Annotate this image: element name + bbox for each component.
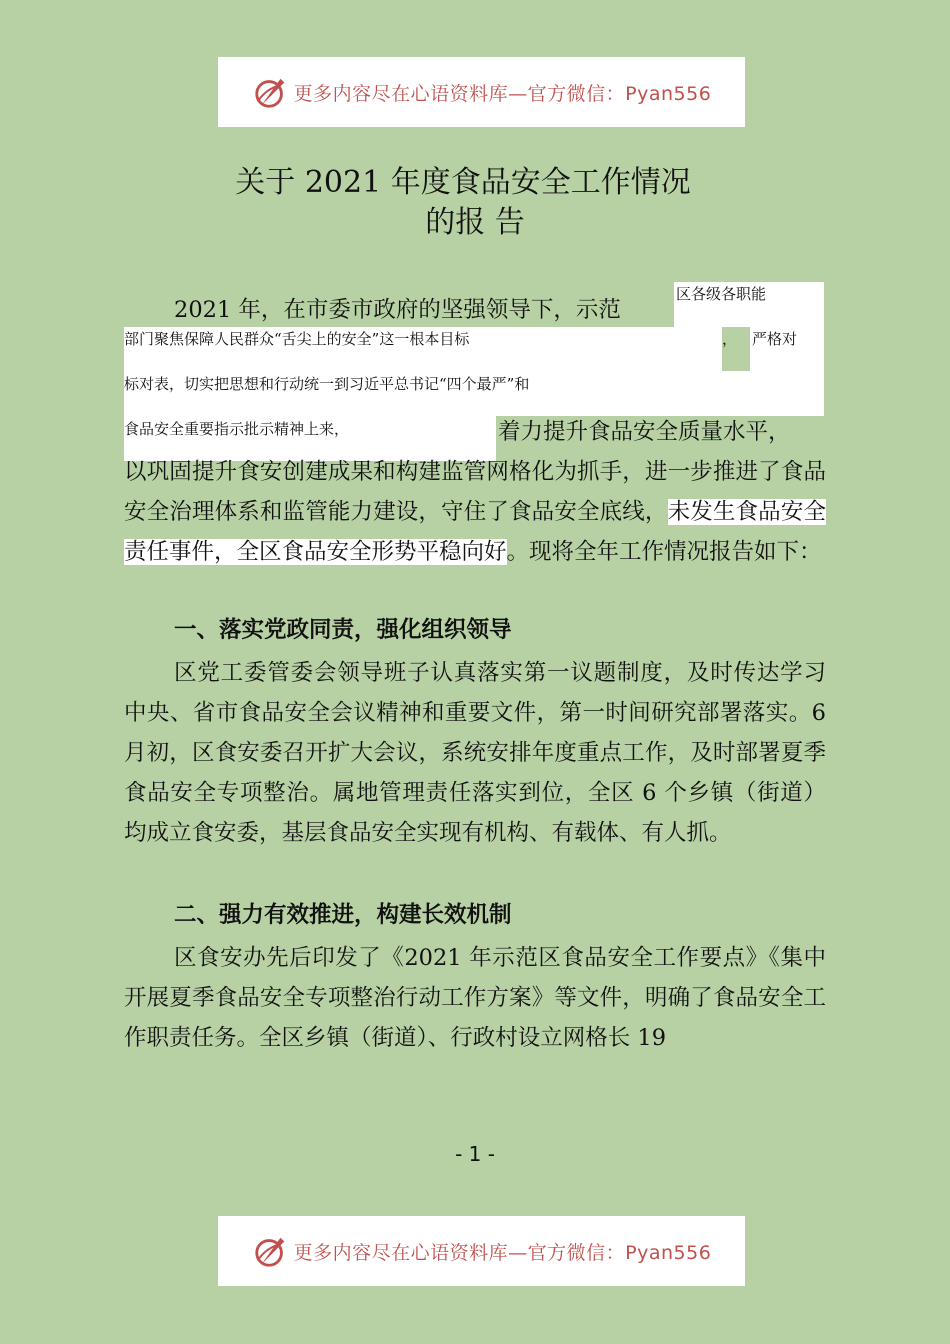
banner-text: 更多内容尽在心语资料库—官方微信：Pyan556 (293, 82, 712, 105)
top-banner (218, 57, 745, 127)
intro-small-3: ， (722, 330, 738, 348)
intro-small-1: 区各级各职能 (676, 285, 767, 303)
page-number: - 1 - (455, 1142, 495, 1166)
intro-body: 以巩固提升食安创建成果和构建监管网格化为抓手，进一步推进了食品安全治理体系和监管能力建设，守住了食品安全底线，未发生食品安全责任事件，全区食品安全形势平稳向好。现将全年工作情况报告如下： (124, 459, 826, 565)
document-title-line1: 关于 2021 年度食品安全工作情况 (235, 165, 691, 200)
section1-heading: 一、落实党政同责，强化组织领导 (174, 617, 512, 643)
section1-body: 区党工委管委会领导班子认真落实第一议题制度，及时传达学习中央、省市食品安全会议精神和重要文件，第一时间研究部署落实。6 月初，区食安委召开扩大会议，系统安排年度重点工作，及时部署夏季食品安全专项整治。属地管理责任落实到位，全区 6 个乡镇（街道）均成立食安委，基层食品安全实现有机构、有载体、有人抓。 (124, 660, 826, 846)
highlighted-text: 未发生食品安全责任事件，全区食品安全形势平稳向好 (124, 499, 826, 565)
intro-continued: 着力提升食品安全质量水平， (498, 419, 791, 445)
wechat-id: Pyan556 (625, 1241, 712, 1264)
intro-small-2: 部门聚焦保障人民群众“舌尖上的安全”这一根本目标 (124, 330, 470, 348)
quill-logo-icon (252, 73, 290, 111)
wechat-id: Pyan556 (625, 82, 712, 105)
banner-text: 更多内容尽在心语资料库—官方微信：Pyan556 (293, 1241, 712, 1264)
section2-heading: 二、强力有效推进，构建长效机制 (174, 902, 512, 928)
document-title-line2: 的报 告 (425, 205, 525, 240)
quill-logo-icon (252, 1232, 290, 1270)
intro-start: 2021 年，在市委市政府的坚强领导下，示范 (174, 297, 621, 323)
intro-small-4: 严格对 (752, 330, 798, 348)
bottom-banner (218, 1216, 745, 1286)
intro-small-6: 食品安全重要指示批示精神上来， (124, 420, 350, 438)
intro-small-5: 标对表，切实把思想和行动统一到习近平总书记“四个最严”和 (124, 375, 530, 393)
section2-body: 区食安办先后印发了《2021 年示范区食品安全工作要点》《集中开展夏季食品安全专项整治行动工作方案》等文件，明确了食品安全工作职责任务。全区乡镇（街道）、行政村设立网格长 19 (124, 945, 826, 1051)
